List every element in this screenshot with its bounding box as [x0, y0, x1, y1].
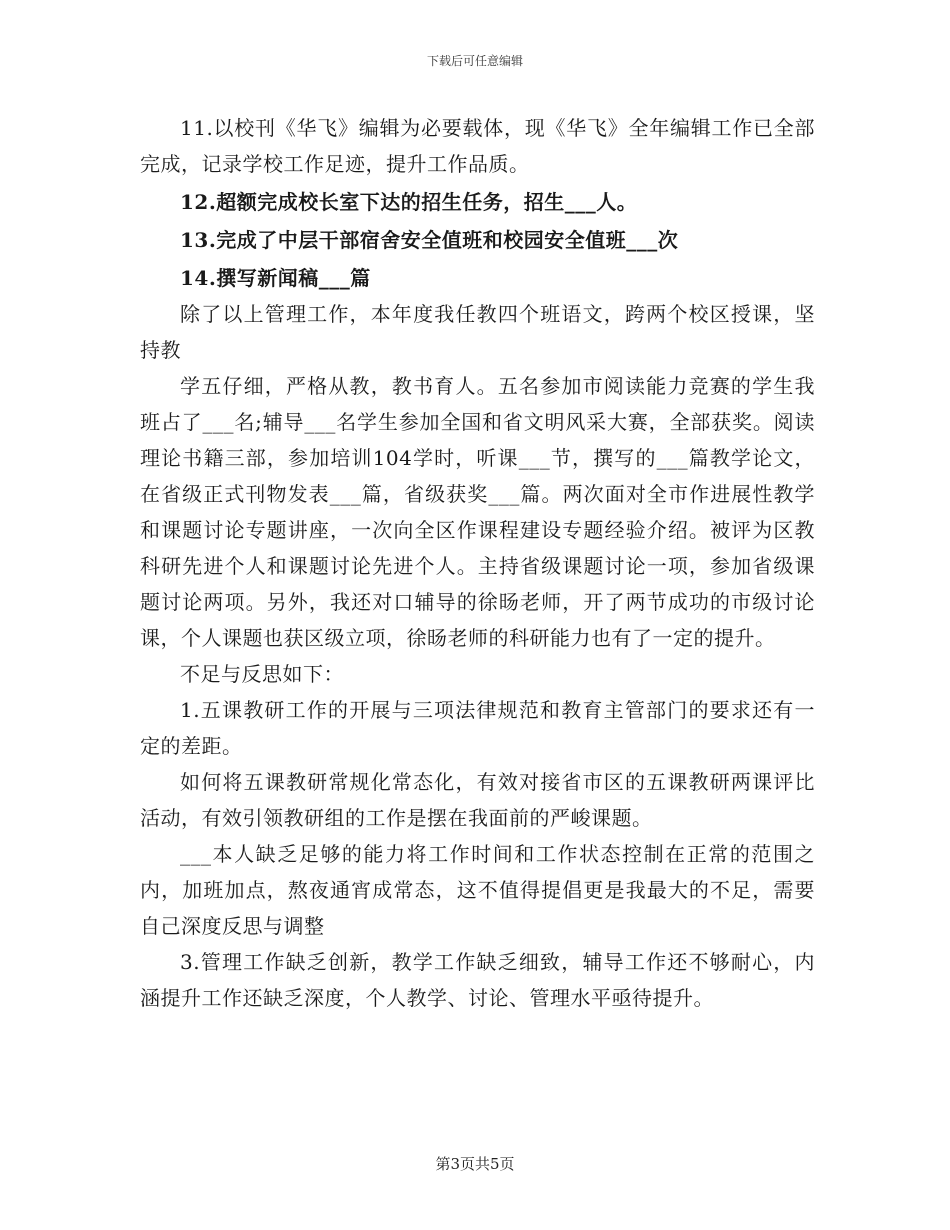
page-number: 第3页共5页 [435, 1155, 515, 1173]
page-header: 下载后可任意编辑 [426, 54, 523, 68]
paragraph-reflection-2: ___本人缺乏足够的能力将工作时间和工作状态控制在正常的范围之内，加班加点，熬夜通宵成常态，这不值得提倡更是我最大的不足，需要自己深度反思与调整 [140, 842, 815, 938]
paragraph-teaching-detail: 学五仔细，严格从教，教书育人。五名参加市阅读能力竞赛的学生我班占了___名;辅导___名学生参加全国和省文明风采大赛，全部获奖。阅读理论书籍三部，参加培训104学时，听课___节，撰写的___篇教学论文，在省级正式刊物发表___篇，省级获奖___篇。两次面对全市作进展性教学和课题讨论专题讲座，一次向全区作课程建设专题经验介绍。被评为区教科研先进个人和课题讨论先进个人。主持省级课题讨论一项，参加省级课题讨论两项。另外，我还对口辅导的徐旸老师，开了两节成功的市级讨论课，个人课题也获区级立项，徐旸老师的科研能力也有了一定的提升。 [140, 374, 815, 650]
paragraph-reflection-1-detail: 如何将五课教研常规化常态化，有效对接省市区的五课教研两课评比活动，有效引领教研组的工作是摆在我面前的严峻课题。 [140, 770, 815, 830]
paragraph-item-14: 14.撰写新闻稿___篇 [180, 266, 371, 290]
paragraph-item-12: 12.超额完成校长室下达的招生任务，招生___人。 [180, 190, 638, 214]
paragraph-teaching-intro: 除了以上管理工作，本年度我任教四个班语文，跨两个校区授课，坚持教 [140, 302, 815, 362]
paragraph-reflection-heading: 不足与反思如下： [180, 662, 344, 686]
paragraph-item-13: 13.完成了中层干部宿舍安全值班和校园安全值班___次 [180, 228, 679, 252]
document-body [140, 110, 815, 1016]
paragraph-item-11: 11.以校刊《华飞》编辑为必要载体，现《华飞》全年编辑工作已全部完成，记录学校工作足迹，提升工作品质。 [140, 116, 815, 176]
paragraph-reflection-1: 1.五课教研工作的开展与三项法律规范和教育主管部门的要求还有一定的差距。 [140, 698, 815, 758]
paragraph-reflection-3: 3.管理工作缺乏创新，教学工作缺乏细致，辅导工作还不够耐心，内涵提升工作还缺乏深度，个人教学、讨论、管理水平亟待提升。 [140, 950, 815, 1010]
